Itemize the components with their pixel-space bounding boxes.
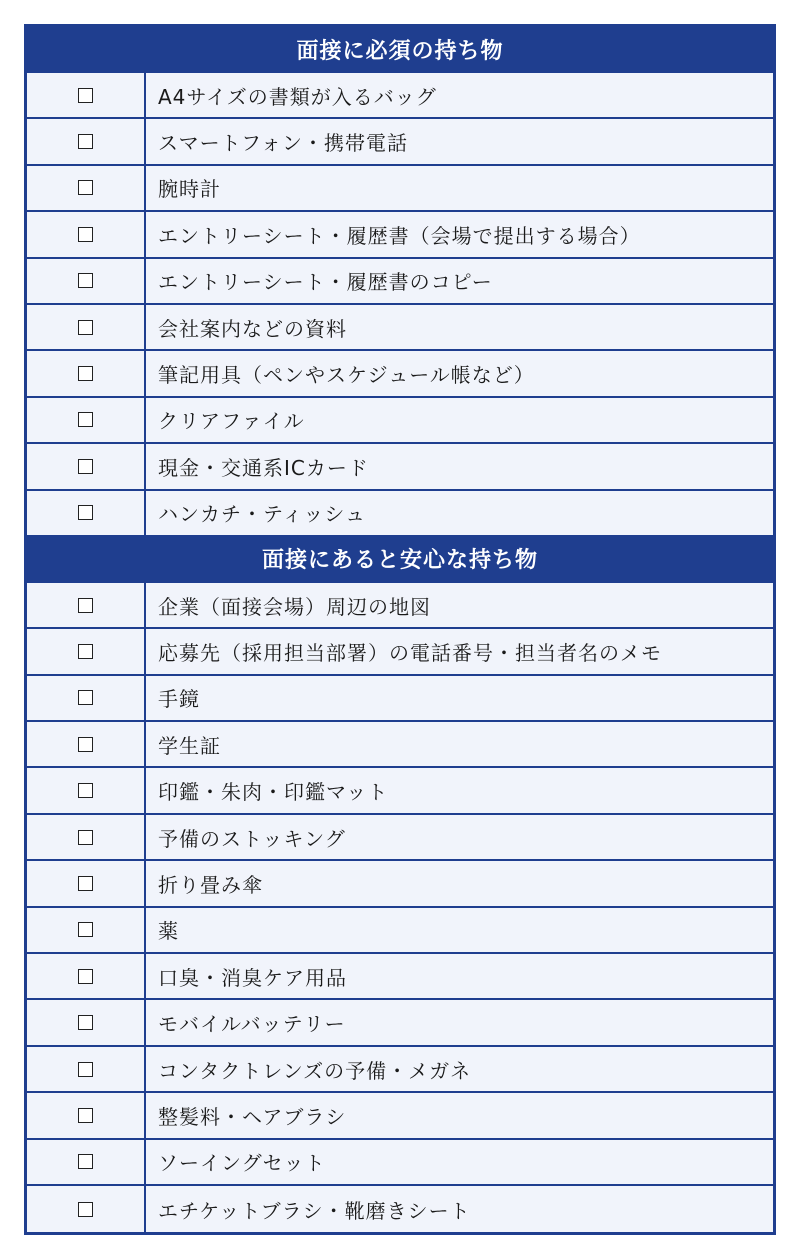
checkbox[interactable] [78,366,93,381]
checklist-row [27,1047,773,1093]
checkbox-cell [27,908,146,952]
checklist-row [27,259,773,305]
checkbox-cell [27,861,146,905]
item-label: 折り畳み傘 [158,872,263,897]
checklist-row [27,768,773,814]
checkbox-cell [27,768,146,812]
item-label: モバイルバッテリー [158,1012,346,1037]
item-label: エチケットブラシ・靴磨きシート [158,1198,471,1223]
checkbox[interactable] [78,969,93,984]
checklist-row [27,491,773,537]
checklist-row [27,73,773,119]
checklist-row [27,1000,773,1046]
checklist-row [27,212,773,258]
checkbox-cell [27,1186,146,1232]
checklist-row [27,815,773,861]
item-label: エントリーシート・履歴書（会場で提出する場合） [158,223,641,248]
checkbox[interactable] [78,505,93,520]
checkbox[interactable] [78,1108,93,1123]
checkbox-cell [27,351,146,395]
item-label: 応募先（採用担当部署）の電話番号・担当者名のメモ [158,640,662,665]
checkbox[interactable] [78,830,93,845]
checkbox-cell [27,305,146,349]
checkbox-cell [27,815,146,859]
checklist-row [27,119,773,165]
interview-checklist [24,24,776,1235]
checklist-row [27,861,773,907]
checklist-row [27,351,773,397]
checkbox[interactable] [78,227,93,242]
item-label: 口臭・消臭ケア用品 [158,965,347,990]
checkbox[interactable] [78,273,93,288]
section-header: 面接に必須の持ち物 [27,27,773,73]
item-label: 手鏡 [158,687,200,712]
checkbox-cell [27,259,146,303]
checklist-row [27,583,773,629]
checkbox-cell [27,119,146,163]
item-label: 現金・交通系ICカード [158,455,369,480]
item-label: 薬 [158,919,179,944]
checkbox[interactable] [78,598,93,613]
section-header: 面接にあると安心な持ち物 [27,537,773,583]
item-label: 学生証 [158,733,221,758]
checkbox[interactable] [78,737,93,752]
item-label: 整髪料・ヘアブラシ [158,1104,347,1129]
checkbox[interactable] [78,320,93,335]
checklist-row [27,444,773,490]
checkbox[interactable] [78,1062,93,1077]
checkbox-cell [27,166,146,210]
item-label: エントリーシート・履歴書のコピー [158,270,493,295]
checkbox[interactable] [78,922,93,937]
checklist-row [27,954,773,1000]
checkbox-cell [27,1047,146,1091]
checkbox-cell [27,583,146,627]
checkbox-cell [27,73,146,117]
checklist-row [27,676,773,722]
checklist-row [27,1093,773,1139]
item-label: コンタクトレンズの予備・メガネ [158,1058,472,1083]
checkbox[interactable] [78,1015,93,1030]
item-label: ソーイングセット [158,1151,326,1176]
checkbox[interactable] [78,783,93,798]
checkbox-cell [27,722,146,766]
checkbox-cell [27,629,146,673]
checkbox[interactable] [78,1154,93,1169]
checkbox[interactable] [78,180,93,195]
item-label: 印鑑・朱肉・印鑑マット [158,780,389,805]
checklist-row [27,629,773,675]
checklist-row [27,166,773,212]
item-label: 筆記用具（ペンやスケジュール帳など） [158,363,535,388]
checkbox[interactable] [78,644,93,659]
checkbox-cell [27,398,146,442]
checkbox[interactable] [78,412,93,427]
item-label: クリアファイル [158,409,305,434]
checkbox-cell [27,212,146,256]
checkbox[interactable] [78,459,93,474]
item-label: A4サイズの書類が入るバッグ [158,84,437,109]
checklist-row [27,1140,773,1186]
checkbox-cell [27,491,146,535]
checkbox-cell [27,444,146,488]
item-label: 予備のストッキング [158,826,346,851]
item-label: ハンカチ・ティッシュ [158,502,366,527]
checkbox-cell [27,676,146,720]
item-label: スマートフォン・携帯電話 [158,131,408,156]
item-label: 会社案内などの資料 [158,316,347,341]
checkbox[interactable] [78,876,93,891]
checkbox[interactable] [78,88,93,103]
checkbox-cell [27,954,146,998]
checkbox[interactable] [78,690,93,705]
item-label: 企業（面接会場）周辺の地図 [158,594,431,619]
checklist-body [27,27,773,1232]
checkbox-cell [27,1140,146,1184]
checkbox-cell [27,1000,146,1044]
checkbox-cell [27,1093,146,1137]
checklist-row [27,722,773,768]
checklist-row [27,398,773,444]
checklist-row [27,1186,773,1232]
item-label: 腕時計 [158,177,221,202]
checkbox[interactable] [78,1202,93,1217]
checklist-row [27,305,773,351]
checklist-row [27,908,773,954]
checkbox[interactable] [78,134,93,149]
